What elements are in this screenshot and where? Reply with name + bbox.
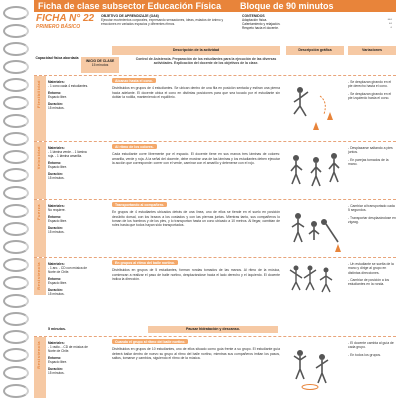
materials: Materiales: - 1 lámina verde. - 1 lámina roja. - 1 lámina amarilla. Entorno: Espacio libre. Duración: 15 minutos.	[48, 146, 87, 180]
header-block: Bloque de 90 minutos	[240, 1, 334, 11]
header-title: Ficha de clase subsector Educación Física	[38, 1, 222, 11]
col-activity: Descripción de la actividad	[112, 46, 280, 55]
break-text: Pausar hidratación y descanso.	[148, 326, 278, 333]
activity-row	[34, 199, 396, 257]
activity-text: Cada estudiante corre libremente por el espacio. El docente tiene en sus manos tres láminas de colores: amarilla, verde y roja. A la señal del docente, debe mostrar una de las láminas y los estudiantes deben ejecutar la acción que corresponde: correr con el verde, caminar con el amarillo y detenerse con el rojo.	[112, 152, 280, 165]
activity-row	[34, 141, 396, 199]
content-item: Adaptación física. ***	[242, 18, 392, 23]
activity-text: En grupos de 4 estudiantes ubicados detrás de una línea, uno de ellos se tiende en el suelo en posición decúbito dorsal, con los brazos a los costados y con las piernas juntas. Mientras tanto, sus compañeros lo toman de los hombros y de los pies, y lo transportan hasta un cono ubicado a 10 metros. Al llegar, cambian de roles hasta que todos hayan sido transportados.	[112, 210, 280, 228]
variations: - Un estudiante se suelta de la mano y dirige al grupo en distintas direcciones. - Cambiar de posición a los estudiantes en la ronda.	[348, 262, 394, 286]
col-graphic: Descripción gráfica	[286, 46, 344, 55]
variations: - Se desplazan girando en el pie derecho hasta el cono. - Se desplazan girando en el pie izquierdo hasta el cono.	[348, 80, 392, 100]
activity-description	[112, 339, 280, 360]
capacity-strip: Fuerza	[34, 200, 46, 257]
capacity-strip: Resistencia	[34, 258, 46, 295]
materials: Materiales: - 1 radio. - CD de música de Norte de Chile. Entorno: Espacio libre. Duración: 15 minutos.	[48, 341, 88, 375]
materials: Materiales: - 1 aro. - CD con música de Norte de Chile. Entorno: Espacio libre. Duración: 15 minutos.	[48, 262, 87, 296]
intro-text: Control de Asistencia. Preparación de los estudiantes para la ejecución de las diversas actividades. Explicación del docente de los objetivos de la clase.	[135, 57, 277, 66]
activity-illustration	[286, 202, 344, 256]
page-header	[34, 0, 396, 12]
activity-title: En grupos al ritmo del baile nortino.	[112, 260, 178, 265]
activity-text: Distribuidos en grupos de 4 estudiantes. Se ubican dentro de una fila en posición sentada y estiran una pierna hacia adelante. El docente ubica el cono en distintas posiciones para que sea tocado por el estudiante sin doblar la rodilla, manteniendo el equilibrio.	[112, 86, 280, 99]
variations: - El docente cambia al guía de cada grupo. - En todos los grupos.	[348, 341, 394, 357]
contents	[242, 14, 392, 30]
activity-description	[112, 78, 280, 99]
break-minutes: 5 minutos.	[48, 327, 66, 331]
materials: Materiales: No requiere. Entorno: Espacio libre. Duración: 15 minutos.	[48, 204, 68, 234]
materials: Materiales: - 1 cono cada 4 estudiantes. Entorno: Espacio libre. Duración: 15 minutos.	[48, 80, 89, 110]
objective	[101, 14, 225, 26]
activity-text: Distribuidos en grupos de 10 estudiantes, uno de ellos situado como guía frente a su grupo. El estudiante guía deberá bailar dentro de nuevo su grupo al ritmo del baile nortino, mientras sus compañeros imitan los pasos, saltos, tomarse y cambios, siguiendo el ritmo de la música.	[112, 347, 280, 360]
content-item: Calentamiento y relajación. **	[242, 22, 392, 27]
activity-illustration	[286, 260, 344, 296]
rating-stars: *	[390, 26, 392, 31]
capacity-strip: Resistencia	[34, 337, 46, 398]
activity-title: Alcanzo hasta el cono.	[112, 78, 156, 83]
activity-illustration	[286, 78, 344, 138]
capacity-strip: Flexibilidad	[34, 76, 46, 141]
activity-illustration	[286, 339, 344, 397]
spiral-binding	[0, 0, 30, 400]
rating-stars: ***	[387, 18, 392, 23]
activity-row	[34, 336, 396, 398]
activity-illustration	[286, 144, 344, 198]
ficha-number: FICHA N° 22	[36, 13, 95, 24]
table-header	[34, 46, 396, 55]
capacity-strip: Velocidad	[34, 142, 46, 199]
activity-title: Al ritmo de los colores.	[112, 144, 157, 149]
capacity-label: Capacidad física abordada	[35, 56, 79, 60]
intro-block: INICIO DE CLASE 15 minutos	[81, 57, 119, 73]
activity-row	[34, 257, 396, 295]
content-item: Respeto hacia el docente. *	[242, 26, 392, 31]
activity-text: Distribuidos en grupos de 5 estudiantes, forman rondas tomados de las manos. Al ritmo de la música, comienzan a realizar el paso de baile nortino, desplazándose hacia el lado derecho y el izquierdo. El docente indica la dirección.	[112, 268, 280, 281]
activity-description	[112, 144, 280, 165]
rating-stars: **	[389, 22, 392, 27]
activity-title: Cuando el grupo al ritmo del baile nortino.	[112, 339, 188, 344]
variations: - Desplazarse saltando a pies juntos. - En parejas tomados de la mano.	[348, 146, 393, 166]
objective-label: OBJETIVO DE APRENDIZAJE (OA6)	[101, 14, 159, 18]
intro-row	[34, 55, 396, 75]
col-variations: Variaciones	[348, 46, 396, 55]
objective-text: Ejecutar movimientos corporales, expresando sensaciones, ideas, estados de ánimo y emociones en variados espacios y diferentes ritmos.	[101, 18, 224, 27]
variations: - Cambiar al transportado cada 5 segundos. - Transportar desplazándose en zigzag.	[348, 204, 396, 224]
activity-description	[112, 260, 280, 281]
activity-description	[112, 202, 280, 227]
activity-title: Transportando al compañero.	[112, 202, 167, 207]
activity-row	[34, 75, 396, 141]
contents-label: CONTENIDOS	[242, 14, 265, 18]
grade-level: PRIMERO BÁSICO	[36, 24, 81, 30]
break-row	[34, 326, 396, 334]
